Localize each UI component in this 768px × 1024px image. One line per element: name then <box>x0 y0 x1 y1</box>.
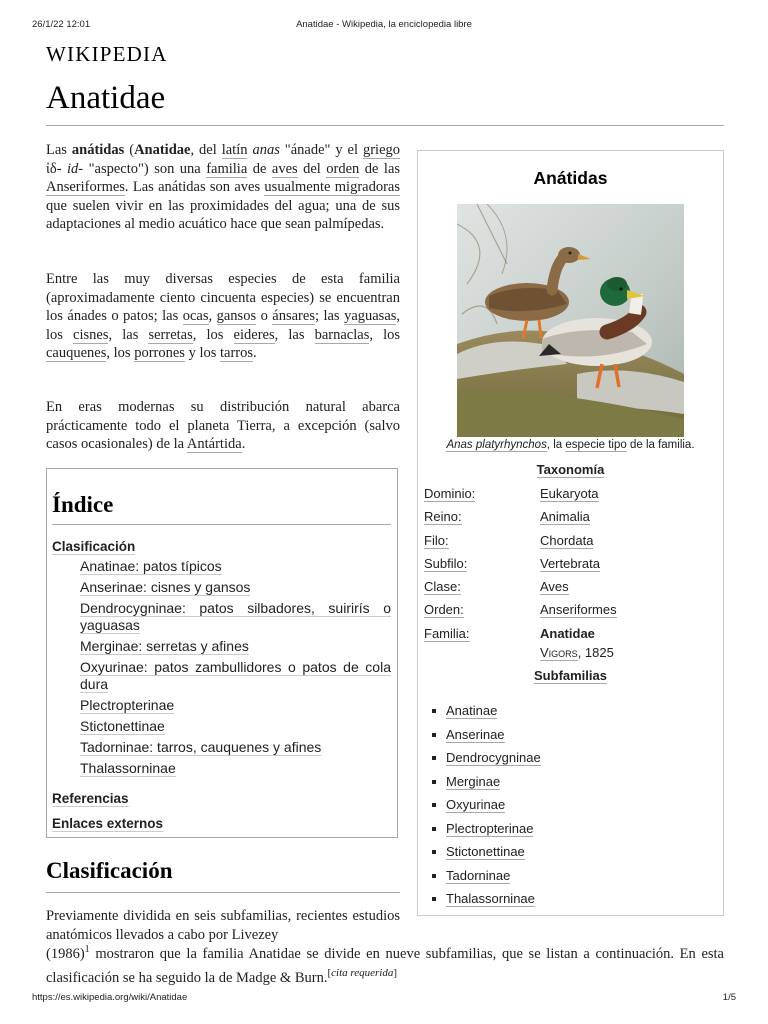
section-paragraph-part1: Previamente dividida en seis subfamilias, recientes estudios anatómicos llevados a cabo por Livezey <box>46 908 400 943</box>
taxon-row-familia: Familia: Anatidae <box>424 626 595 641</box>
link-barnaclas[interactable]: barnaclas <box>314 326 370 343</box>
reference-1[interactable]: 1 <box>84 944 90 956</box>
subfamily-item[interactable]: Oxyurinae <box>432 797 541 821</box>
subfamily-item[interactable]: Merginae <box>432 774 541 798</box>
photo-caption: Anas platyrhynchos, la especie tipo de la familia. <box>446 439 695 451</box>
section-paragraph-part2: (1986)$^1$ mostraron que la familia Anatidae se divide en nueve subfamilias, que se listan a continuación. En esta clasificación se ha seguido la de Madge & Burn.[cita requerida] <box>46 944 724 986</box>
toc-item-anatinae[interactable]: Anatinae: patos típicos <box>80 558 222 574</box>
title-divider <box>46 125 724 126</box>
print-page-number: 1/5 <box>722 992 736 1003</box>
subfamily-item[interactable]: Anatinae <box>432 703 541 727</box>
link-griego[interactable]: griego <box>362 142 401 158</box>
print-tab-title: Anatidae - Wikipedia, la enciclopedia libre <box>296 19 472 30</box>
page-title: Anatidae <box>46 80 166 116</box>
subfamily-item[interactable]: Dendrocygninae <box>432 750 541 774</box>
link-cauquenes[interactable]: cauquenes <box>46 345 107 361</box>
toc-item-stictonettinae[interactable]: Stictonettinae <box>80 718 165 734</box>
authority-link[interactable]: Vigors <box>540 645 578 660</box>
lead-paragraph-2: Entre las muy diversas especies de esta familia (aproximadamente ciento cincuenta especies) se encuentran los ánades o patos; las ocas, gansos o ánsares; las yaguasas, los cisnes, las serretas, los eideres, las barnaclas, los cauquenes, los porrones y los tarros. <box>46 271 401 361</box>
toc-item-plectropterinae[interactable]: Plectropterinae <box>80 697 175 713</box>
link-tarros[interactable]: tarros <box>219 345 253 361</box>
subfamily-item[interactable]: Stictonettinae <box>432 844 541 868</box>
cita-requerida-link[interactable]: cita requerida <box>331 967 394 979</box>
caption-species-link[interactable]: Anas platyrhynchos <box>446 439 547 451</box>
toc-item-anserinae[interactable]: Anserinae: cisnes y gansos <box>80 579 251 595</box>
link-migradoras[interactable]: usualmente migradoras <box>264 179 400 195</box>
link-gansos[interactable]: gansos <box>216 308 257 324</box>
lead-paragraph-3: En eras modernas su distribución natural abarca prácticamente todo el planeta Tierra, a excepción (salvo casos ocasionales) de la Antártida. <box>46 399 400 452</box>
toc-item-tadorninae[interactable]: Tadorninae: tarros, cauquenes y afines <box>80 739 322 755</box>
link-familia[interactable]: familia <box>206 160 248 177</box>
print-footer <box>0 992 768 1004</box>
taxobox-title: Anátidas <box>533 168 608 188</box>
link-serretas[interactable]: serretas <box>148 326 193 343</box>
link-antartida[interactable]: Antártida <box>186 436 242 452</box>
link-orden[interactable]: orden <box>326 160 360 177</box>
toc-item-thalassorninae[interactable]: Thalassorninae <box>80 760 176 776</box>
taxon-row-orden: Orden: Anseriformes <box>424 602 617 617</box>
taxon-row-subfilo: Subfilo: Vertebrata <box>424 556 600 571</box>
toc-sublist <box>80 558 391 777</box>
print-url: https://es.wikipedia.org/wiki/Anatidae <box>32 992 188 1003</box>
link-cisnes[interactable]: cisnes <box>73 326 109 343</box>
caption-link-especie-tipo[interactable]: especie tipo <box>565 439 627 451</box>
link-porrones[interactable]: porrones <box>134 345 185 361</box>
toc-title: Índice <box>52 492 391 525</box>
taxon-row-filo: Filo: Chordata <box>424 533 594 548</box>
link-ocas[interactable]: ocas <box>182 308 209 324</box>
toc-item-merginae[interactable]: Merginae: serretas y afines <box>80 638 249 654</box>
lead-paragraph-1: Las anátidas (Anatidae, del latín anas "ánade" y el griego ἰδ- id- "aspecto") son una familia de aves del orden de las Anseriformes. Las anátidas son aves usualmente migradoras que suelen vivir en las proximidades del agua; una de sus adaptaciones al medio acuático hace que sean palmípedas. <box>46 142 401 232</box>
section-heading-clasificacion: Clasificación <box>46 858 400 893</box>
taxon-row-clase: Clase: Aves <box>424 579 569 594</box>
taxon-row-dominio: Dominio: Eukaryota <box>424 486 599 501</box>
toc-item-oxyurinae[interactable]: Oxyurinae: patos zambullidores o patos de cola dura <box>80 659 391 692</box>
link-eideres[interactable]: eideres <box>233 326 275 343</box>
subfamily-item[interactable]: Tadorninae <box>432 868 541 892</box>
subfamilias-header: Subfamilias <box>534 668 607 683</box>
link-anseriformes[interactable]: Anseriformes <box>46 179 125 195</box>
print-datetime: 26/1/22 12:01 <box>32 19 91 30</box>
print-header <box>0 19 768 31</box>
toc-item-enlaces-externos[interactable]: Enlaces externos <box>52 816 164 831</box>
link-yaguasas[interactable]: yaguasas <box>344 308 397 324</box>
subfamily-item[interactable]: Anserinae <box>432 727 541 751</box>
toc-item-dendrocygninae[interactable]: Dendrocygninae: patos silbadores, suirirís o yaguasas <box>80 600 391 633</box>
link-ansares[interactable]: ánsares <box>272 308 315 324</box>
link-aves[interactable]: aves <box>271 160 298 177</box>
subfamily-item[interactable]: Thalassorninae <box>432 891 541 915</box>
table-of-contents <box>46 468 398 838</box>
taxonomy-header[interactable]: Taxonomía <box>536 462 605 477</box>
wikipedia-wordmark[interactable]: WIKIPEDIA <box>46 42 168 66</box>
taxon-row-reino: Reino: Animalia <box>424 509 590 524</box>
subfamily-item[interactable]: Plectropterinae <box>432 821 541 845</box>
toc-item-clasificacion[interactable]: Clasificación <box>52 539 136 554</box>
taxon-authority: Vigors, 1825 <box>540 645 614 660</box>
mallard-ducks-photo[interactable] <box>457 204 684 437</box>
toc-item-referencias[interactable]: Referencias <box>52 791 129 806</box>
link-latin[interactable]: latín <box>221 142 248 158</box>
subfamily-list <box>432 703 541 915</box>
taxobox <box>417 150 724 916</box>
